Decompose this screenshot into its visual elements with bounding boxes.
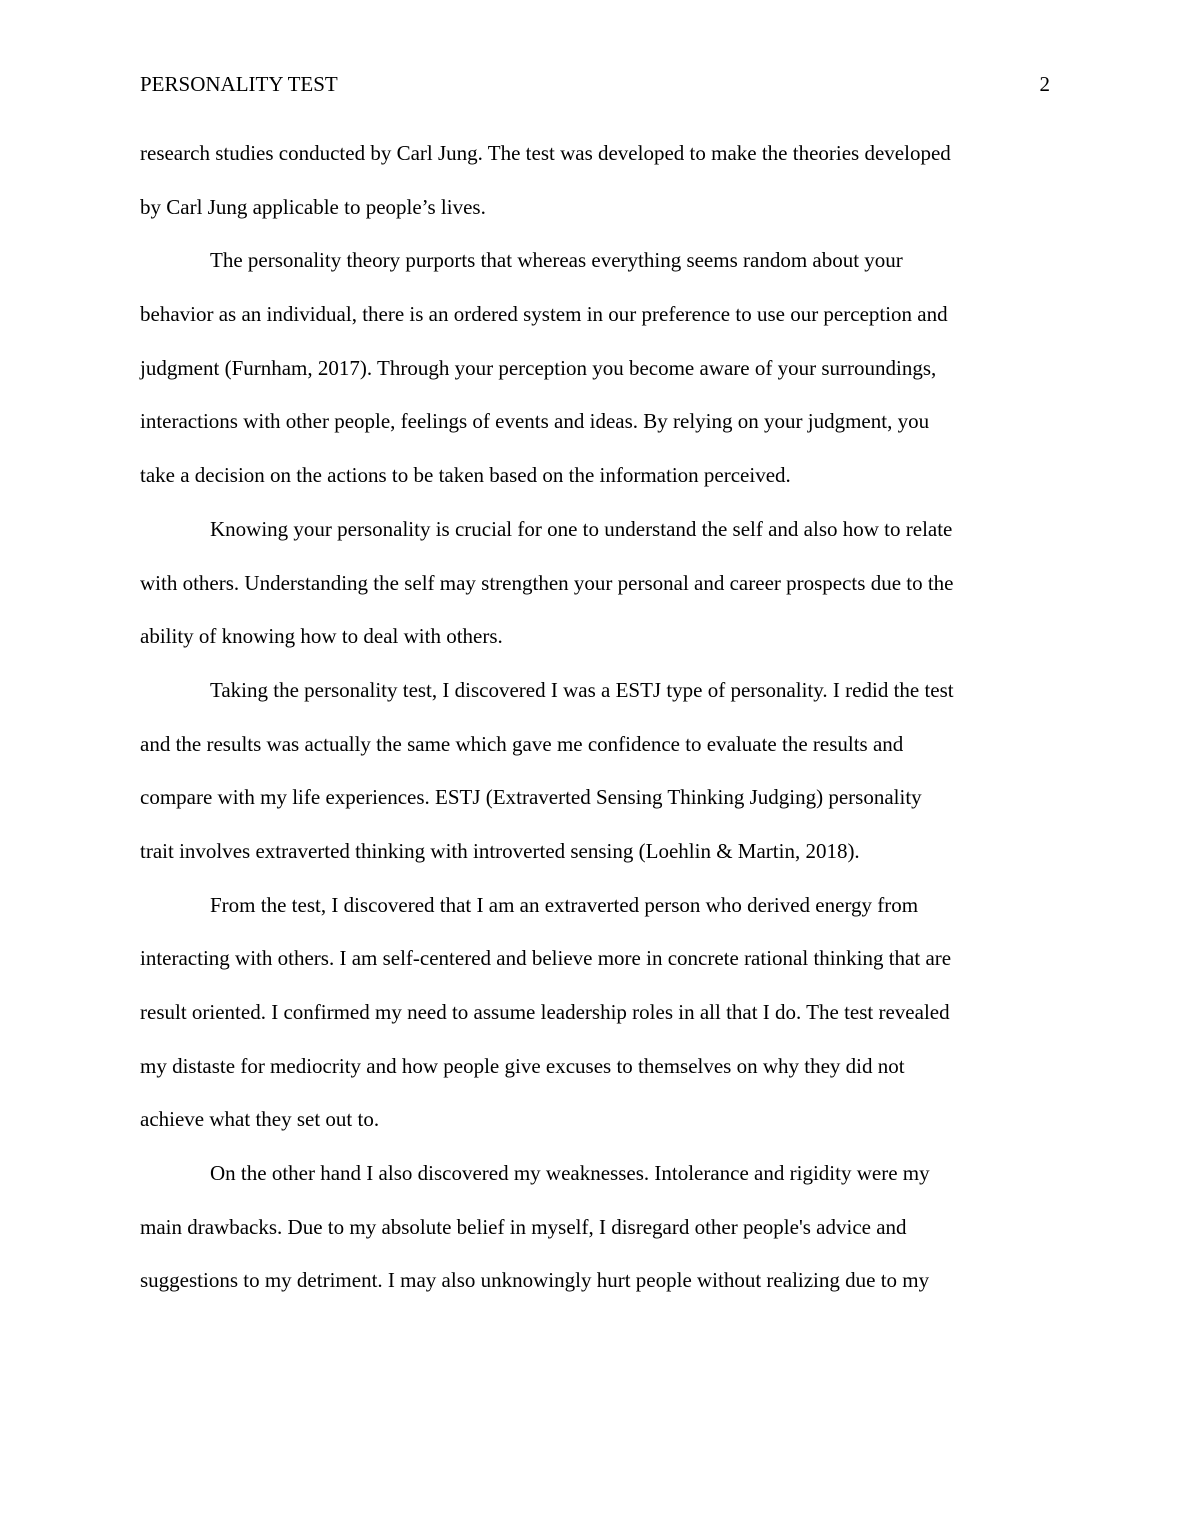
paragraph-4-line-3: compare with my life experiences. ESTJ (Extraverted Sensing Thinking Judging) personality: [140, 785, 922, 810]
paragraph-6-line-2: main drawbacks. Due to my absolute belief in myself, I disregard other people's advice and: [140, 1214, 907, 1239]
running-head: PERSONALITY TEST: [140, 72, 338, 96]
paragraph-5-line-2: interacting with others. I am self-centered and believe more in concrete rational thinking that are: [140, 946, 952, 971]
body-text: [140, 127, 1050, 1308]
paragraph-1-line-1: research studies conducted by Carl Jung. The test was developed to make the theories developed: [140, 141, 951, 165]
paragraph-4-line-2: and the results was actually the same which gave me confidence to evaluate the results and: [140, 731, 904, 756]
paragraph-5-line-4: my distaste for mediocrity and how people give excuses to themselves on why they did not: [140, 1053, 905, 1078]
paragraph-2-line-5: take a decision on the actions to be taken based on the information perceived.: [140, 463, 791, 488]
paragraph-6-line-1: On the other hand I also discovered my weaknesses. Intolerance and rigidity were my: [210, 1161, 930, 1186]
paragraph-3-line-3: ability of knowing how to deal with others.: [140, 624, 503, 649]
paragraph-2-line-1: The personality theory purports that whereas everything seems random about your: [210, 248, 903, 273]
paragraph-1-line-2: by Carl Jung applicable to people’s lives.: [140, 194, 486, 219]
paragraph-2-line-4: interactions with other people, feelings of events and ideas. By relying on your judgment, you: [140, 409, 930, 434]
paragraph-2-line-2: behavior as an individual, there is an ordered system in our preference to use our perception and: [140, 302, 948, 327]
paragraph-5-line-1: From the test, I discovered that I am an extraverted person who derived energy from: [210, 892, 919, 917]
paragraph-4-line-1: Taking the personality test, I discovered I was a ESTJ type of personality. I redid the test: [210, 677, 954, 702]
paragraph-2-line-3: judgment (Furnham, 2017). Through your perception you become aware of your surroundings,: [140, 355, 937, 380]
paragraph-5-line-5: achieve what they set out to.: [140, 1107, 380, 1132]
paragraph-6-line-3: suggestions to my detriment. I may also unknowingly hurt people without realizing due to my: [140, 1268, 930, 1293]
paragraph-4-line-4: trait involves extraverted thinking with introverted sensing (Loehlin & Martin, 2018).: [140, 838, 860, 863]
page-number: 2: [1039, 72, 1050, 96]
paragraph-3-line-1: Knowing your personality is crucial for one to understand the self and also how to relate: [210, 516, 953, 541]
paragraph-3-line-2: with others. Understanding the self may strengthen your personal and career prospects due to the: [140, 570, 954, 595]
paragraph-5-line-3: result oriented. I confirmed my need to assume leadership roles in all that I do. The test revealed: [140, 1000, 950, 1024]
